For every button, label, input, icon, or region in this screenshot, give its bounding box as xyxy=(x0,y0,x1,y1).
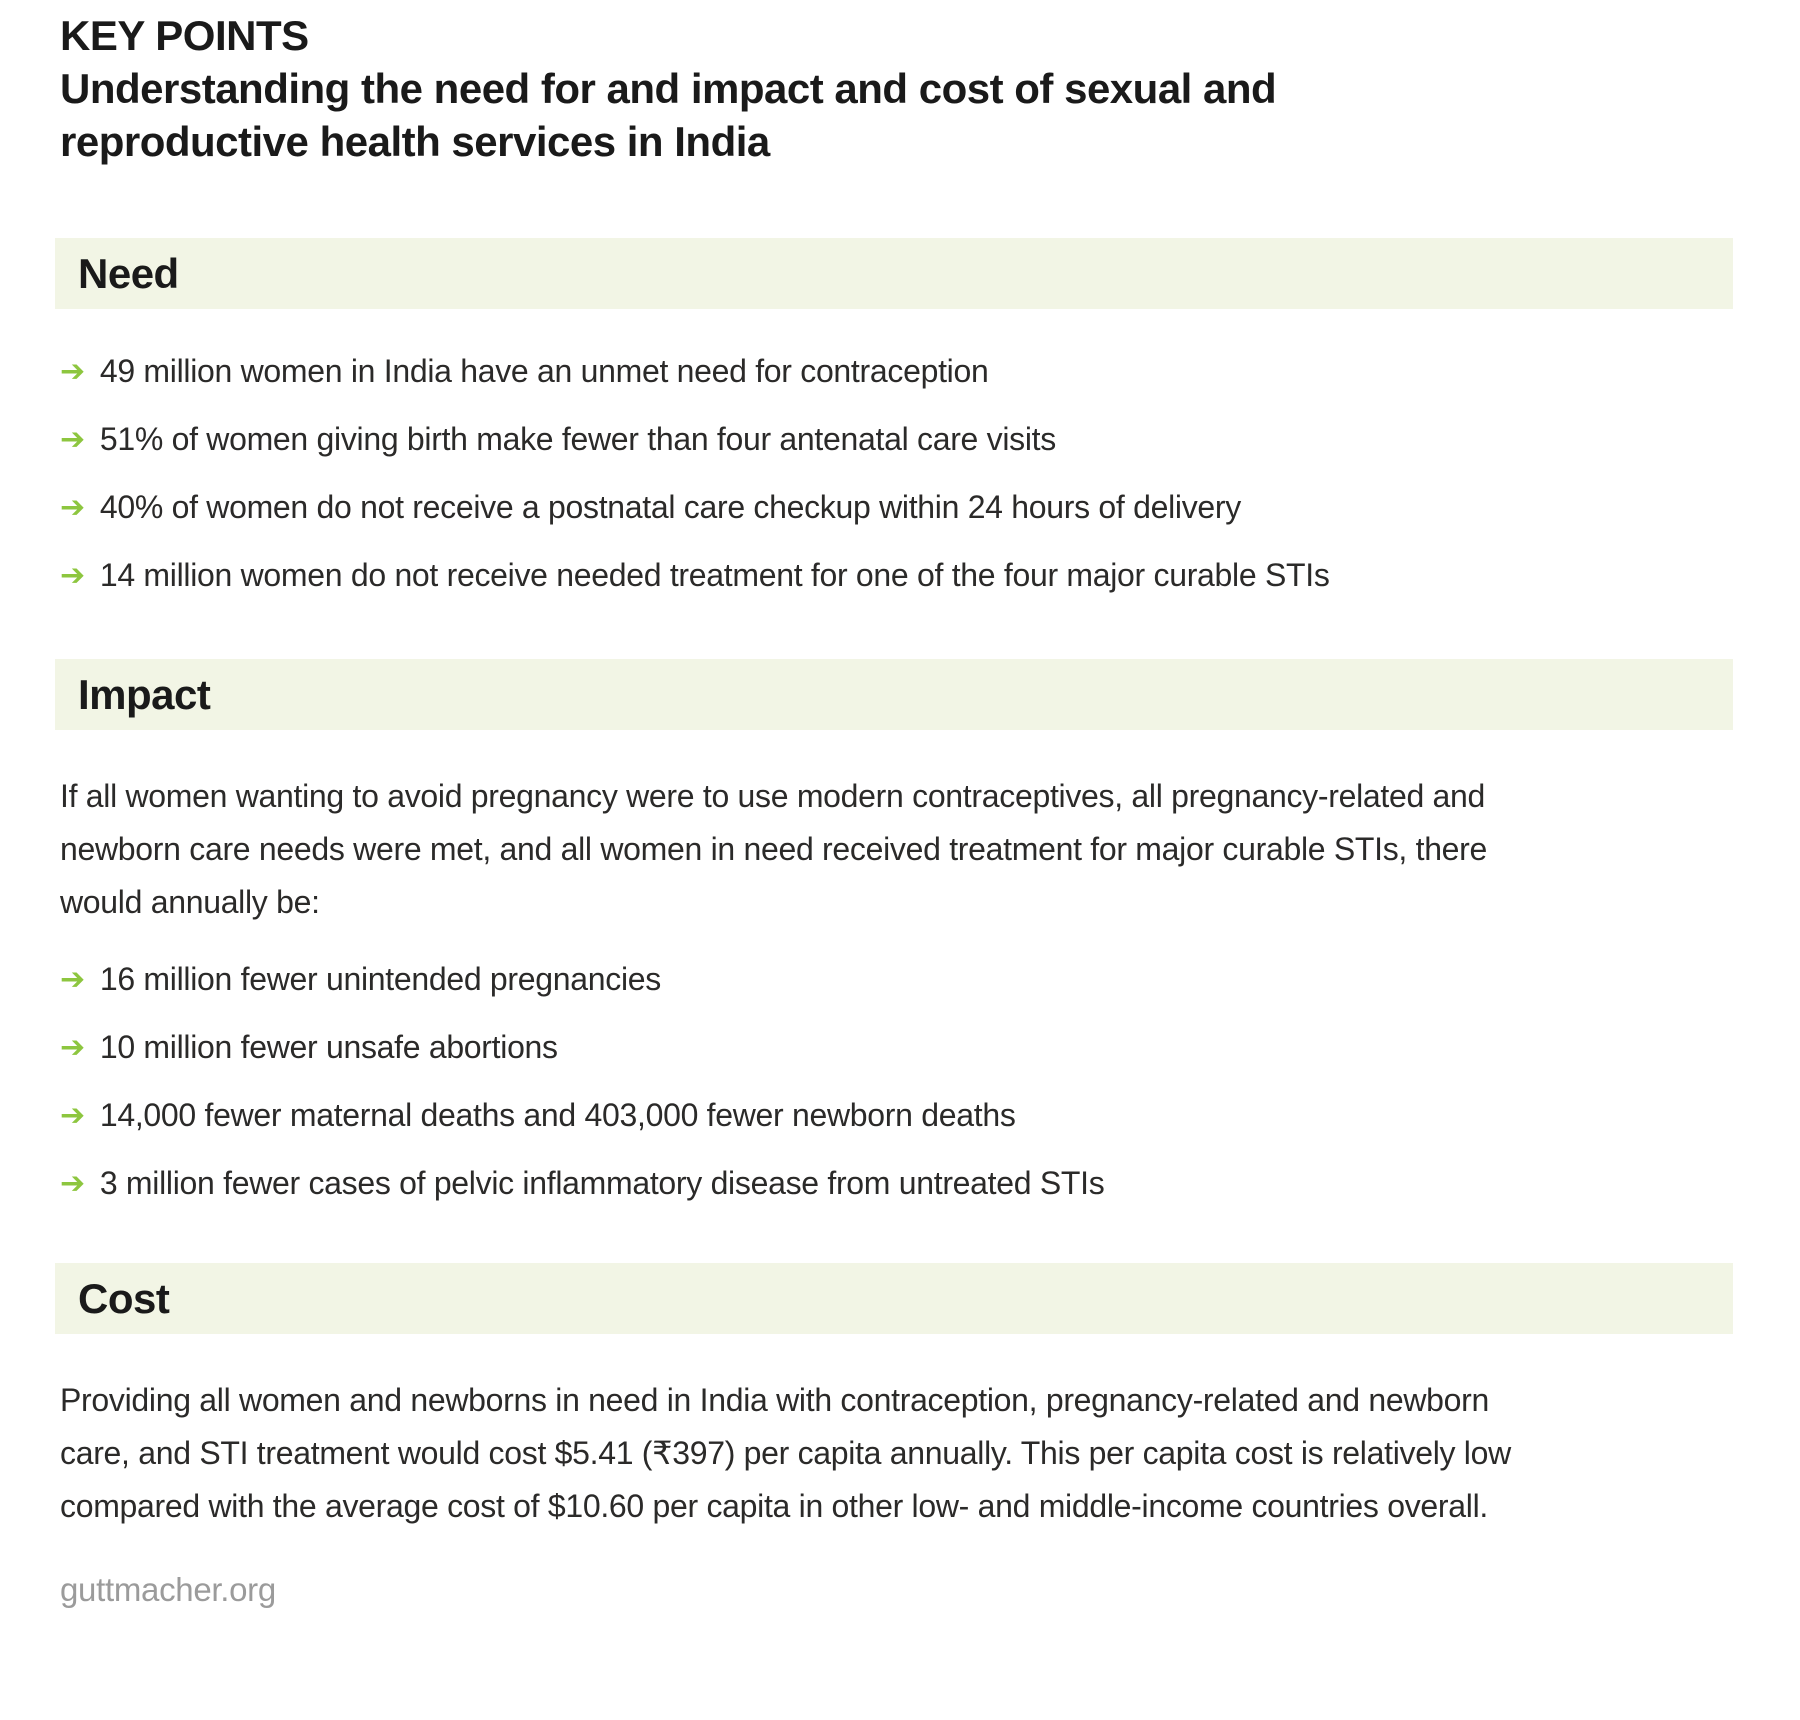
section-heading-cost: Cost xyxy=(78,1274,170,1322)
section-heading-need: Need xyxy=(78,249,179,297)
arrow-bullet-icon: ➔ xyxy=(60,490,85,525)
section-cost xyxy=(60,1263,1733,1533)
section-header-impact xyxy=(55,659,1733,730)
document-title: Understanding the need for and impact and cost of sexual and reproductive health services in India xyxy=(60,65,1277,165)
list-item xyxy=(60,555,1733,597)
list-item xyxy=(60,959,1733,1001)
list-item xyxy=(60,351,1733,393)
arrow-bullet-icon: ➔ xyxy=(60,422,85,457)
section-need xyxy=(60,238,1733,597)
list-item-text: 14 million women do not receive needed treatment for one of the four major curable STIs xyxy=(99,557,1330,593)
arrow-bullet-icon: ➔ xyxy=(60,1098,85,1133)
section-header-need xyxy=(55,238,1733,309)
need-bullet-list xyxy=(60,351,1733,597)
list-item-text: 14,000 fewer maternal deaths and 403,000 fewer newborn deaths xyxy=(99,1097,1016,1133)
list-item-text: 16 million fewer unintended pregnancies xyxy=(99,961,661,997)
section-heading-impact: Impact xyxy=(78,670,211,718)
list-item xyxy=(60,1163,1733,1205)
impact-bullet-list xyxy=(60,959,1733,1205)
list-item-text: 3 million fewer cases of pelvic inflammatory disease from untreated STIs xyxy=(99,1165,1105,1201)
list-item-text: 10 million fewer unsafe abortions xyxy=(99,1029,558,1065)
list-item xyxy=(60,1095,1733,1137)
document-kicker: KEY POINTS xyxy=(60,12,309,59)
list-item-text: 49 million women in India have an unmet need for contraception xyxy=(99,353,989,389)
list-item-text: 51% of women giving birth make fewer than four antenatal care visits xyxy=(99,421,1056,457)
section-intro-impact: If all women wanting to avoid pregnancy were to use modern contraceptives, all pregnancy-related and newborn care needs were met, and all women in need received treatment for major curable STIs, there would annually be: xyxy=(60,778,1488,920)
arrow-bullet-icon: ➔ xyxy=(60,1030,85,1065)
list-item xyxy=(60,419,1733,461)
section-intro-cost: Providing all women and newborns in need in India with contraception, pregnancy-related and newborn care, and STI treatment would cost $5.41 (₹397) per capita annually. This per capita cost is relatively low compared with the average cost of $10.60 per capita in other low- and middle-income countries overall. xyxy=(60,1382,1511,1524)
footer-url[interactable]: guttmacher.org xyxy=(60,1571,276,1608)
list-item xyxy=(60,487,1733,529)
arrow-bullet-icon: ➔ xyxy=(60,962,85,997)
document-header xyxy=(60,10,1733,168)
section-header-cost xyxy=(55,1263,1733,1334)
list-item-text: 40% of women do not receive a postnatal care checkup within 24 hours of delivery xyxy=(99,489,1241,525)
section-impact xyxy=(60,659,1733,1205)
list-item xyxy=(60,1027,1733,1069)
arrow-bullet-icon: ➔ xyxy=(60,354,85,389)
arrow-bullet-icon: ➔ xyxy=(60,1166,85,1201)
arrow-bullet-icon: ➔ xyxy=(60,558,85,593)
